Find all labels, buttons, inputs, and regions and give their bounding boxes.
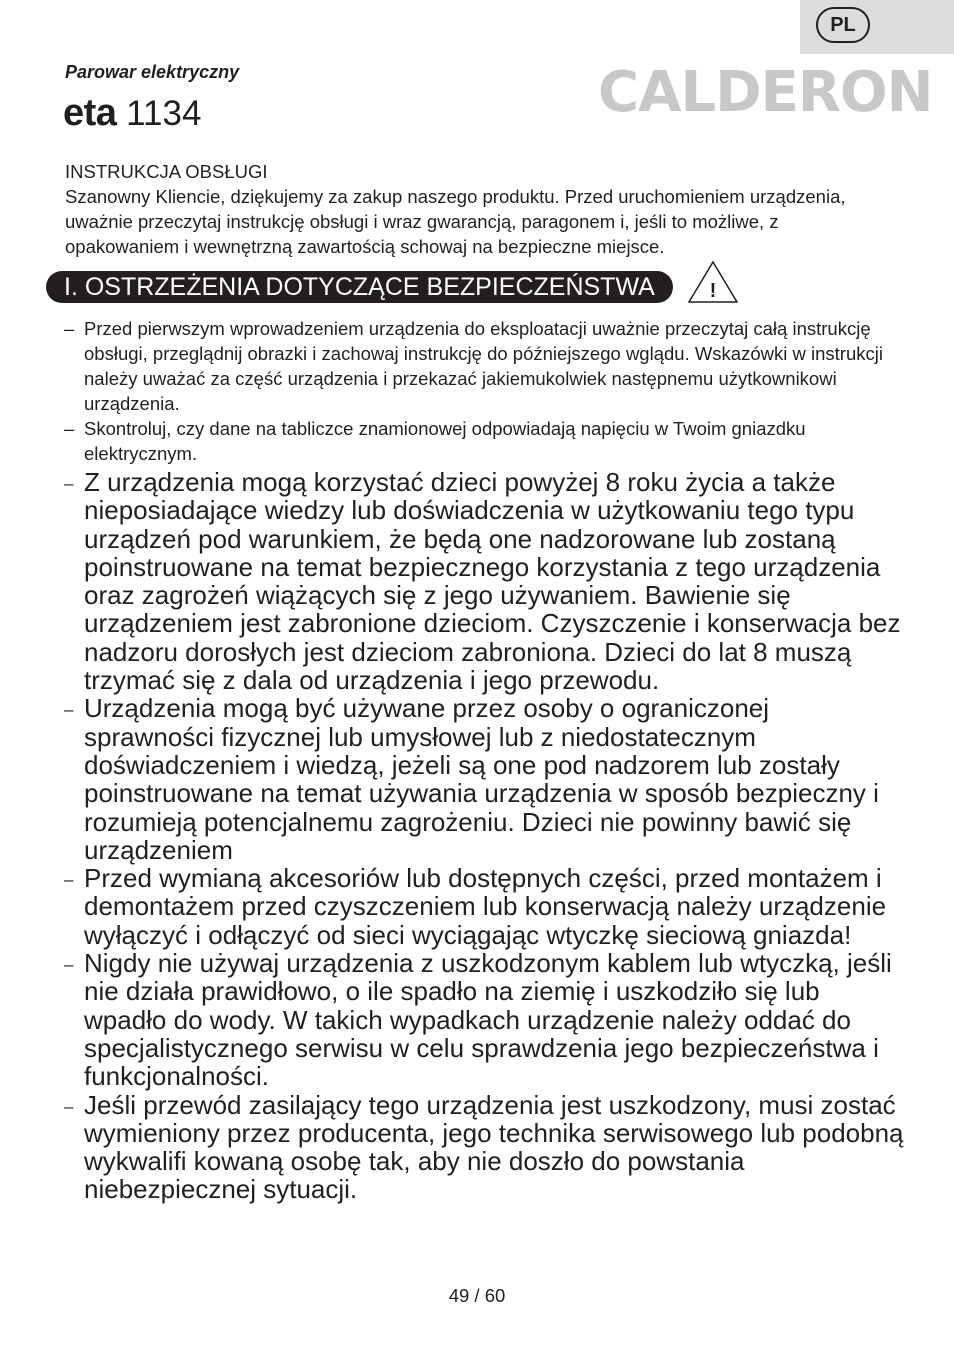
list-dash: – bbox=[64, 318, 75, 339]
model-number: 1134 bbox=[126, 94, 202, 133]
list-dash: – bbox=[64, 1096, 74, 1116]
list-item-text: Z urządzenia mogą korzystać dzieci powyżej 8 roku życia a także nieposiadające wiedzy lub doświadczenia w użytkowaniu tego typu urządzeń pod warunkiem, że będą one nadzorowane lub zostaną poinstruowane na temat bezpiecznego korzystania z tego urządzenia oraz zagrożeń wiążących się z jego używaniem. Bawienie się urządzeniem jest zabronione dzieciom. Czyszczenie i konserwacja bez nadzoru dorosłych jest dzieciom zabroniona. Dzieci do lat 8 muszą trzymać się z dala od urządzenia i jego przewodu. bbox=[84, 467, 901, 696]
list-item bbox=[64, 694, 904, 864]
list-item bbox=[64, 416, 904, 466]
calderon-logo: CALDERON bbox=[598, 60, 933, 125]
list-item bbox=[64, 864, 904, 949]
list-dash: – bbox=[64, 474, 74, 493]
list-item bbox=[64, 468, 904, 694]
warnings-list bbox=[64, 316, 904, 1204]
language-badge: PL bbox=[816, 7, 870, 43]
page-number: 49 / 60 bbox=[448, 1285, 506, 1306]
list-item bbox=[64, 949, 904, 1090]
list-item-text: Nigdy nie używaj urządzenia z uszkodzonym kablem lub wtyczką, jeśli nie działa prawidłowo, o ile spadło na ziemię i uszkodziło się lub wpadło do wody. W takich wypadkach urządzenie należy oddać do specjalistycznego serwisu w celu sprawdzenia jego bezpieczeństwa i funkcjonalności. bbox=[84, 948, 892, 1092]
list-item bbox=[64, 316, 904, 416]
section-heading bbox=[46, 271, 739, 303]
list-item-text: Skontroluj, czy dane na tabliczce znamionowej odpowiadają napięciu w Twoim gniazdku elektrycznym. bbox=[84, 418, 806, 464]
list-dash: – bbox=[64, 955, 74, 975]
intro-text: Szanowny Kliencie, dziękujemy za zakup naszego produktu. Przed uruchomieniem urządzenia, uważnie przeczytaj instrukcję obsługi i wraz gwarancją, paragonem i, jeśli to możliwe, z opakowaniem i wewnętrzną zawartością schowaj na bezpieczne miejsce. bbox=[65, 186, 846, 257]
product-type: Parowar elektryczny bbox=[65, 62, 240, 82]
list-dash: – bbox=[64, 418, 75, 439]
list-item bbox=[64, 1091, 904, 1204]
list-item-text: Przed pierwszym wprowadzeniem urządzenia do eksploatacji uważnie przeczytaj całą instrukcję obsługi, przeglądnij obrazki i zachowaj instrukcję do późniejszego wglądu. Wskazówki w instrukcji należy uważać za część urządzenia i przekazać jakiemukolwiek następnemu użytkownikowi urządzenia. bbox=[84, 318, 883, 414]
intro-block bbox=[65, 159, 895, 259]
intro-heading: INSTRUKCJA OBSŁUGI bbox=[65, 161, 268, 182]
list-item-text: Przed wymianą akcesoriów lub dostępnych części, przed montażem i demontażem przed czyszczeniem lub konserwacją należy urządzenie wyłączyć i odłączyć od sieci wyciągając wtyczkę sieciową gniazda! bbox=[84, 863, 887, 950]
list-dash: – bbox=[64, 700, 74, 720]
warning-triangle-icon bbox=[687, 260, 739, 304]
warning-glyph: ! bbox=[709, 280, 717, 302]
language-tab bbox=[800, 0, 954, 54]
model-title bbox=[63, 92, 201, 135]
brand-name: eta bbox=[63, 92, 117, 134]
section-title: I. OSTRZEŻENIA DOTYCZĄCE BEZPIECZEŃSTWA bbox=[46, 271, 673, 303]
list-dash: – bbox=[64, 870, 74, 890]
list-item-text: Urządzenia mogą być używane przez osoby o ograniczonej sprawności fizycznej lub umysłowej lub z niedostatecznym doświadczeniem i wiedzą, jeżeli są one pod nadzorem lub zostały poinstruowane na temat używania urządzenia w sposób bezpieczny i rozumieją potencjalnemu zagrożeniu. Dzieci nie powinny bawić się urządzeniem bbox=[84, 693, 879, 865]
list-item-text: Jeśli przewód zasilający tego urządzenia jest uszkodzony, musi zostać wymieniony przez producenta, jego technika serwisowego lub podobną wykwalifi kowaną osobę tak, aby nie doszło do powstania niebezpiecznej sytuacji. bbox=[84, 1089, 904, 1205]
